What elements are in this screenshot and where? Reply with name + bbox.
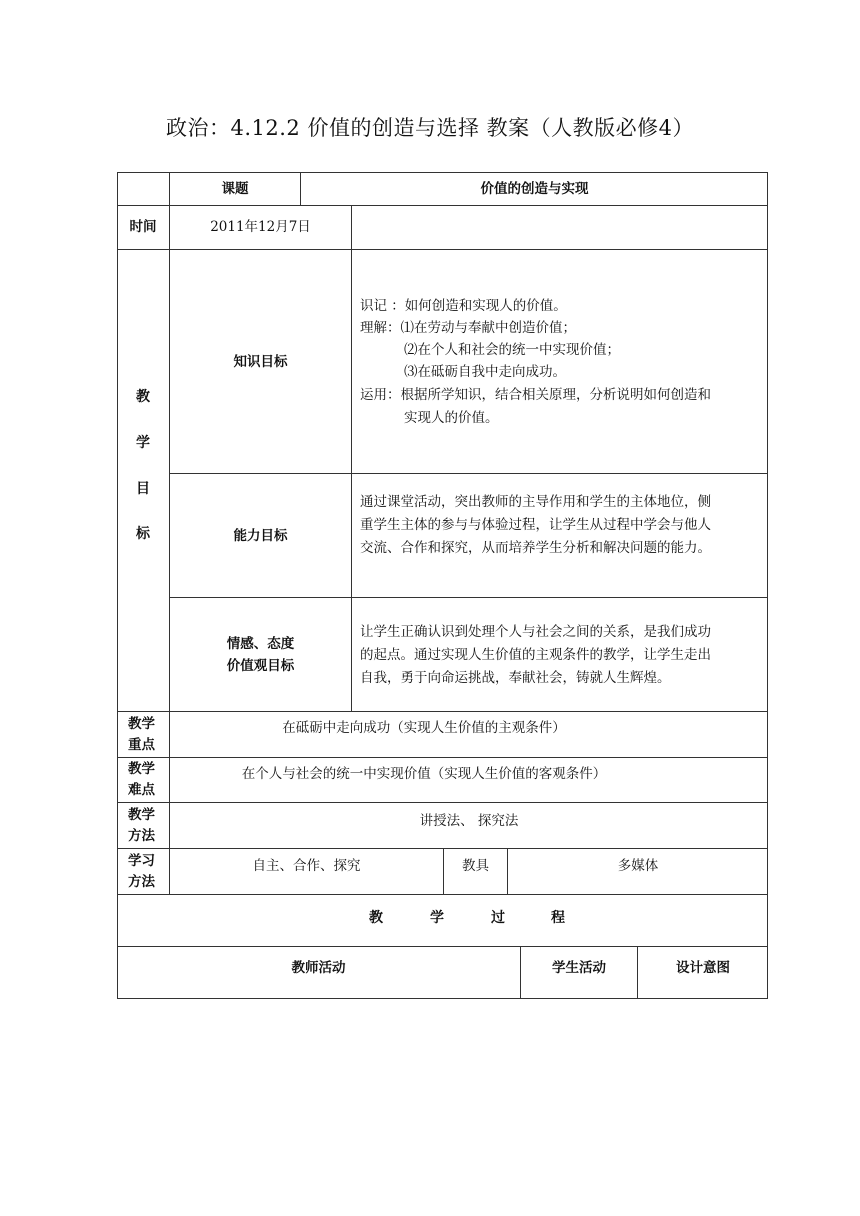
process-heading-char: 教 (369, 910, 383, 926)
knowledge-goal-line: 运用：根据所学知识，结合相关原理，分析说明如何创造和 (360, 387, 711, 403)
process-heading-char: 程 (551, 910, 565, 926)
knowledge-goal-line: ⑶在砥砺自我中走向成功。 (404, 364, 566, 380)
knowledge-goal-line: ⑵在个人和社会的统一中实现价值； (404, 342, 620, 358)
topic-label: 课题 (221, 181, 249, 197)
goals-side-label-char: 标 (136, 526, 150, 542)
document-title: 政治：4.12.2 价值的创造与选择 教案（人教版必修4） (165, 116, 694, 140)
teacher-activity-header: 教师活动 (291, 960, 346, 976)
design-intent-header: 设计意图 (676, 960, 730, 976)
study-value: 自主、合作、探究 (252, 858, 361, 874)
ability-goal-line: 重学生主体的参与与体验过程，让学生从过程中学会与他人 (360, 517, 711, 533)
time-label: 时间 (129, 219, 157, 235)
ability-goal-label: 能力目标 (233, 528, 288, 544)
knowledge-goal-label: 知识目标 (233, 354, 288, 370)
method-label: 教学 (128, 807, 155, 823)
goals-side-label-char: 学 (136, 435, 150, 451)
ability-goal-line: 通过课堂活动，突出教师的主导作用和学生的主体地位，侧 (360, 494, 711, 510)
emotion-goal-label-line2: 价值观目标 (226, 658, 295, 674)
student-activity-header: 学生活动 (552, 960, 606, 976)
knowledge-goal-line: 实现人的价值。 (404, 410, 499, 426)
difficulty-label: 难点 (128, 782, 155, 798)
key-point-label: 重点 (128, 737, 155, 753)
method-value: 讲授法、 探究法 (419, 813, 519, 829)
emotion-goal-line: 让学生正确认识到处理个人与社会之间的关系，是我们成功 (360, 624, 711, 640)
emotion-goal-line: 自我，勇于向命运挑战，奉献社会，铸就人生辉煌。 (360, 670, 671, 686)
tools-label: 教具 (462, 858, 489, 874)
time-value: 2011年12月7日 (210, 219, 311, 235)
col-divider (351, 205, 352, 711)
process-heading-char: 学 (430, 910, 444, 926)
process-heading-char: 过 (491, 910, 505, 926)
row-divider (117, 802, 768, 803)
row-divider (117, 757, 768, 758)
row-divider (117, 711, 768, 712)
goals-side-label-char: 目 (136, 481, 150, 497)
row-divider (117, 894, 768, 895)
key-point-label: 教学 (128, 716, 155, 732)
difficulty-label: 教学 (128, 761, 155, 777)
goals-side-label-char: 教 (136, 389, 150, 405)
knowledge-goal-line: 识记 ：如何创造和实现人的价值。 (360, 298, 567, 314)
row-divider (117, 205, 768, 206)
tools-value: 多媒体 (617, 858, 659, 874)
emotion-goal-line: 的起点。通过实现人生价值的主观条件的教学，让学生走出 (360, 647, 711, 663)
row-divider (169, 597, 768, 598)
study-label: 方法 (128, 874, 155, 890)
row-divider (117, 249, 768, 250)
row-divider (117, 946, 768, 947)
row-divider (169, 473, 768, 474)
ability-goal-line: 交流、合作和探究，从而培养学生分析和解决问题的能力。 (360, 540, 711, 556)
key-point-value: 在砥砺中走向成功（实现人生价值的主观条件） (282, 720, 566, 736)
study-label: 学习 (128, 853, 155, 869)
knowledge-goal-line: 理解：⑴在劳动与奉献中创造价值； (360, 320, 576, 336)
emotion-goal-label-line1: 情感、态度 (226, 636, 295, 652)
topic-value: 价值的创造与实现 (480, 181, 589, 197)
method-label: 方法 (128, 828, 155, 844)
difficulty-value: 在个人与社会的统一中实现价值（实现人生价值的客观条件） (241, 766, 607, 782)
